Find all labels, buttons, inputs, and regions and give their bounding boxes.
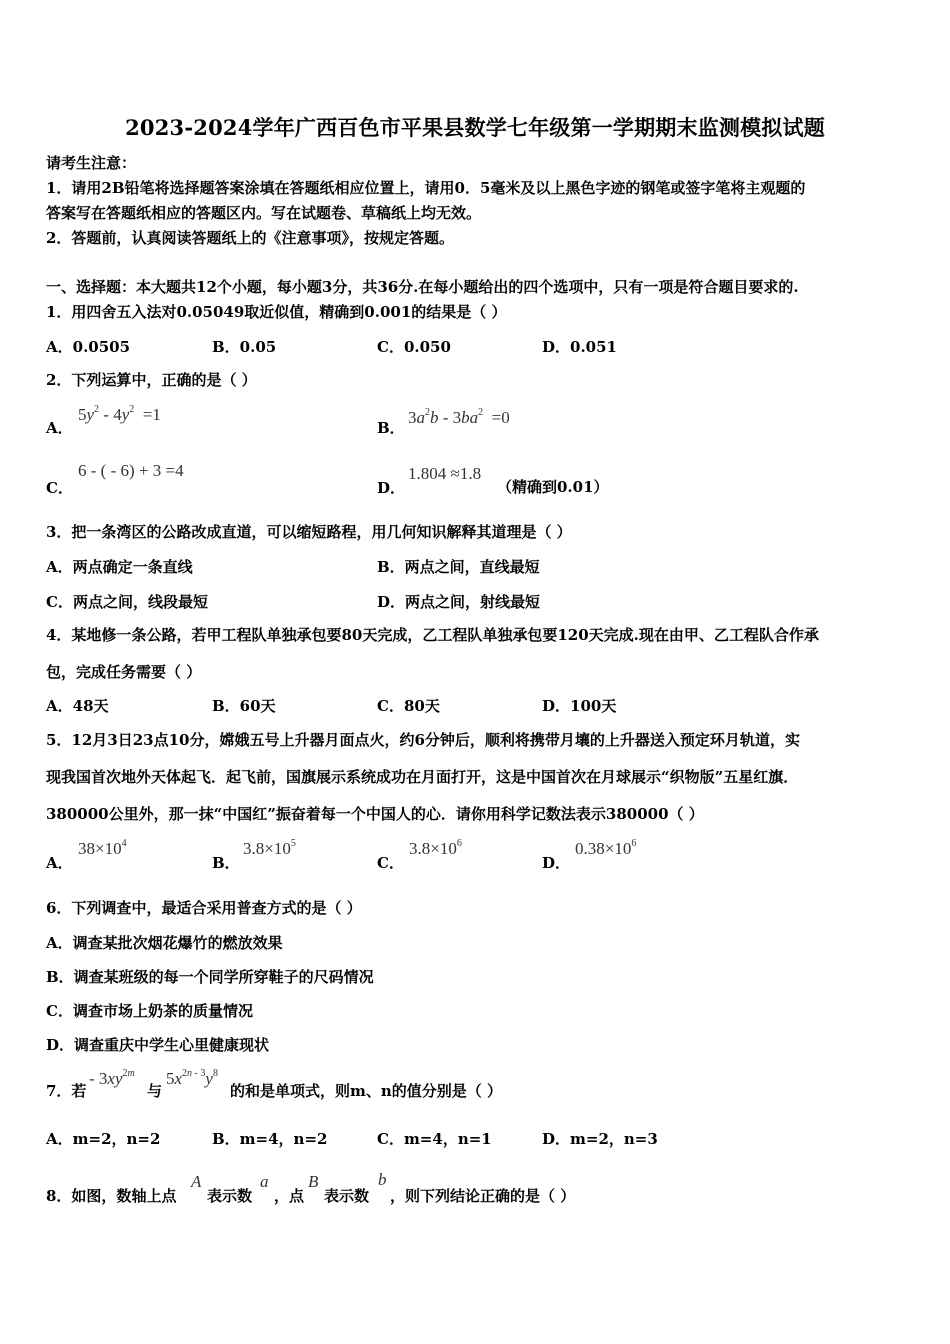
q5-formula-a: $38\times 10^4$ — [78, 838, 127, 858]
q5-label-b: B． — [212, 854, 240, 872]
q1-option-c: C．0.050 — [377, 338, 451, 356]
q5-line-2: 现我国首次地外天体起飞．起飞前，国旗展示系统成功在月面打开，这是中国首次在月球展示“织物版”五星红旗． — [46, 768, 799, 786]
q5-label-c: C． — [377, 854, 404, 872]
q5-line-3: 380000公里外，那一抹“中国红”振奋着每一个中国人的心．请你用科学记数法表示380000（ ） — [46, 805, 704, 823]
q1-option-d: D．0.051 — [542, 338, 617, 356]
q8-text-3: ，点 — [274, 1187, 305, 1205]
q8-point-a: A — [191, 1172, 202, 1191]
q5-formula-c: $3.8\times 10^6$ — [409, 838, 462, 858]
q8-text-4: 表示数 — [324, 1187, 370, 1205]
q5-label-d: D． — [542, 854, 571, 872]
notice-heading: 请考生注意： — [46, 154, 137, 172]
q7-mid: 与 — [147, 1082, 163, 1100]
q1-option-a: A．0.0505 — [46, 338, 131, 356]
q3-option-b: B．两点之间，直线最短 — [377, 558, 540, 576]
q3-option-a: A．两点确定一条直线 — [46, 558, 193, 576]
q1-option-b: B．0.05 — [212, 338, 277, 356]
q7-formula-2: $5x^{2n - 3}y^8$ — [166, 1068, 218, 1088]
q3-option-c: C．两点之间，线段最短 — [46, 593, 208, 611]
q2-stem: 2．下列运算中，正确的是（ ） — [46, 371, 257, 389]
q2-label-c: C． — [46, 479, 73, 497]
q2-d-note: （精确到0.01） — [497, 478, 609, 496]
q4-option-a: A．48天 — [46, 697, 109, 715]
q6-stem: 6．下列调查中，最适合采用普查方式的是（ ） — [46, 899, 362, 917]
q2-label-d: D． — [377, 479, 406, 497]
q6-option-c: C．调查市场上奶茶的质量情况 — [46, 1002, 253, 1020]
q3-option-d: D．两点之间，射线最短 — [377, 593, 541, 611]
q2-formula-d: 1.804 ≈1.8 — [408, 464, 482, 483]
q2-label-a: A． — [46, 419, 73, 437]
q4-option-c: C．80天 — [377, 697, 440, 715]
q4-option-b: B．60天 — [212, 697, 276, 715]
q7-option-c: C．m=4，n=1 — [377, 1130, 492, 1148]
q7-post: 的和是单项式，则m、n的值分别是（ ） — [230, 1082, 503, 1100]
q7-option-d: D．m=2，n=3 — [542, 1130, 658, 1148]
q5-line-1: 5．12月3日23点10分，嫦娥五号上升器月面点火，约6分钟后，顺利将携带月壤的上升器送入预定环月轨道，实 — [46, 731, 800, 749]
q7-option-b: B．m=4，n=2 — [212, 1130, 328, 1148]
q7-formula-1: - $3xy^{2m}$ — [89, 1068, 135, 1088]
q6-option-d: D．调查重庆中学生心里健康现状 — [46, 1036, 270, 1054]
q4-option-d: D．100天 — [542, 697, 617, 715]
q8-text-5: ，则下列结论正确的是（ ） — [390, 1187, 576, 1205]
notice-line-2: 答案写在答题纸相应的答题区内。写在试题卷、草稿纸上均无效。 — [46, 204, 482, 222]
notice-line-3: 2．答题前，认真阅读答题纸上的《注意事项》，按规定答题。 — [46, 229, 454, 247]
notice-line-1: 1．请用2B铅笔将选择题答案涂填在答题纸相应位置上，请用0．5毫米及以上黑色字迹的钢笔或签字笔将主观题的 — [46, 179, 806, 197]
q2-formula-a: $5y^2 - 4y^2 =1$ — [78, 404, 161, 424]
q1-stem: 1．用四舍五入法对0.05049取近似值，精确到0.001的结果是（ ） — [46, 303, 507, 321]
q8-text-1: 8．如图，数轴上点 — [46, 1187, 177, 1205]
section-heading: 一、选择题：本大题共12个小题，每小题3分，共36分.在每小题给出的四个选项中，只有一项是符合题目要求的. — [46, 278, 799, 296]
q6-option-a: A．调查某批次烟花爆竹的燃放效果 — [46, 934, 283, 952]
q2-formula-c: 6 - ( - 6) + 3 =4 — [78, 461, 184, 480]
q4-line-2: 包，完成任务需要（ ） — [46, 663, 202, 681]
q5-label-a: A． — [46, 854, 73, 872]
q4-line-1: 4．某地修一条公路，若甲工程队单独承包要80天完成，乙工程队单独承包要120天完成.现在由甲、乙工程队合作承 — [46, 626, 819, 644]
q2-formula-b: $3a^2b - 3ba^2 =0$ — [408, 407, 510, 427]
q8-point-b: B — [308, 1172, 319, 1191]
q7-option-a: A．m=2，n=2 — [46, 1130, 161, 1148]
q5-formula-d: $0.38\times 10^6$ — [575, 838, 637, 858]
q5-formula-b: $3.8\times 10^5$ — [243, 838, 296, 858]
q6-option-b: B．调查某班级的每一个同学所穿鞋子的尺码情况 — [46, 968, 374, 986]
q7-pre: 7．若 — [46, 1082, 87, 1100]
page-title: 2023-2024学年广西百色市平果县数学七年级第一学期期末监测模拟试题 — [125, 115, 825, 140]
q8-text-2: 表示数 — [207, 1187, 253, 1205]
q8-var-b: b — [378, 1170, 387, 1189]
q8-var-a: a — [260, 1172, 269, 1191]
q2-label-b: B． — [377, 419, 405, 437]
q3-stem: 3．把一条湾区的公路改成直道，可以缩短路程，用几何知识解释其道理是（ ） — [46, 523, 572, 541]
